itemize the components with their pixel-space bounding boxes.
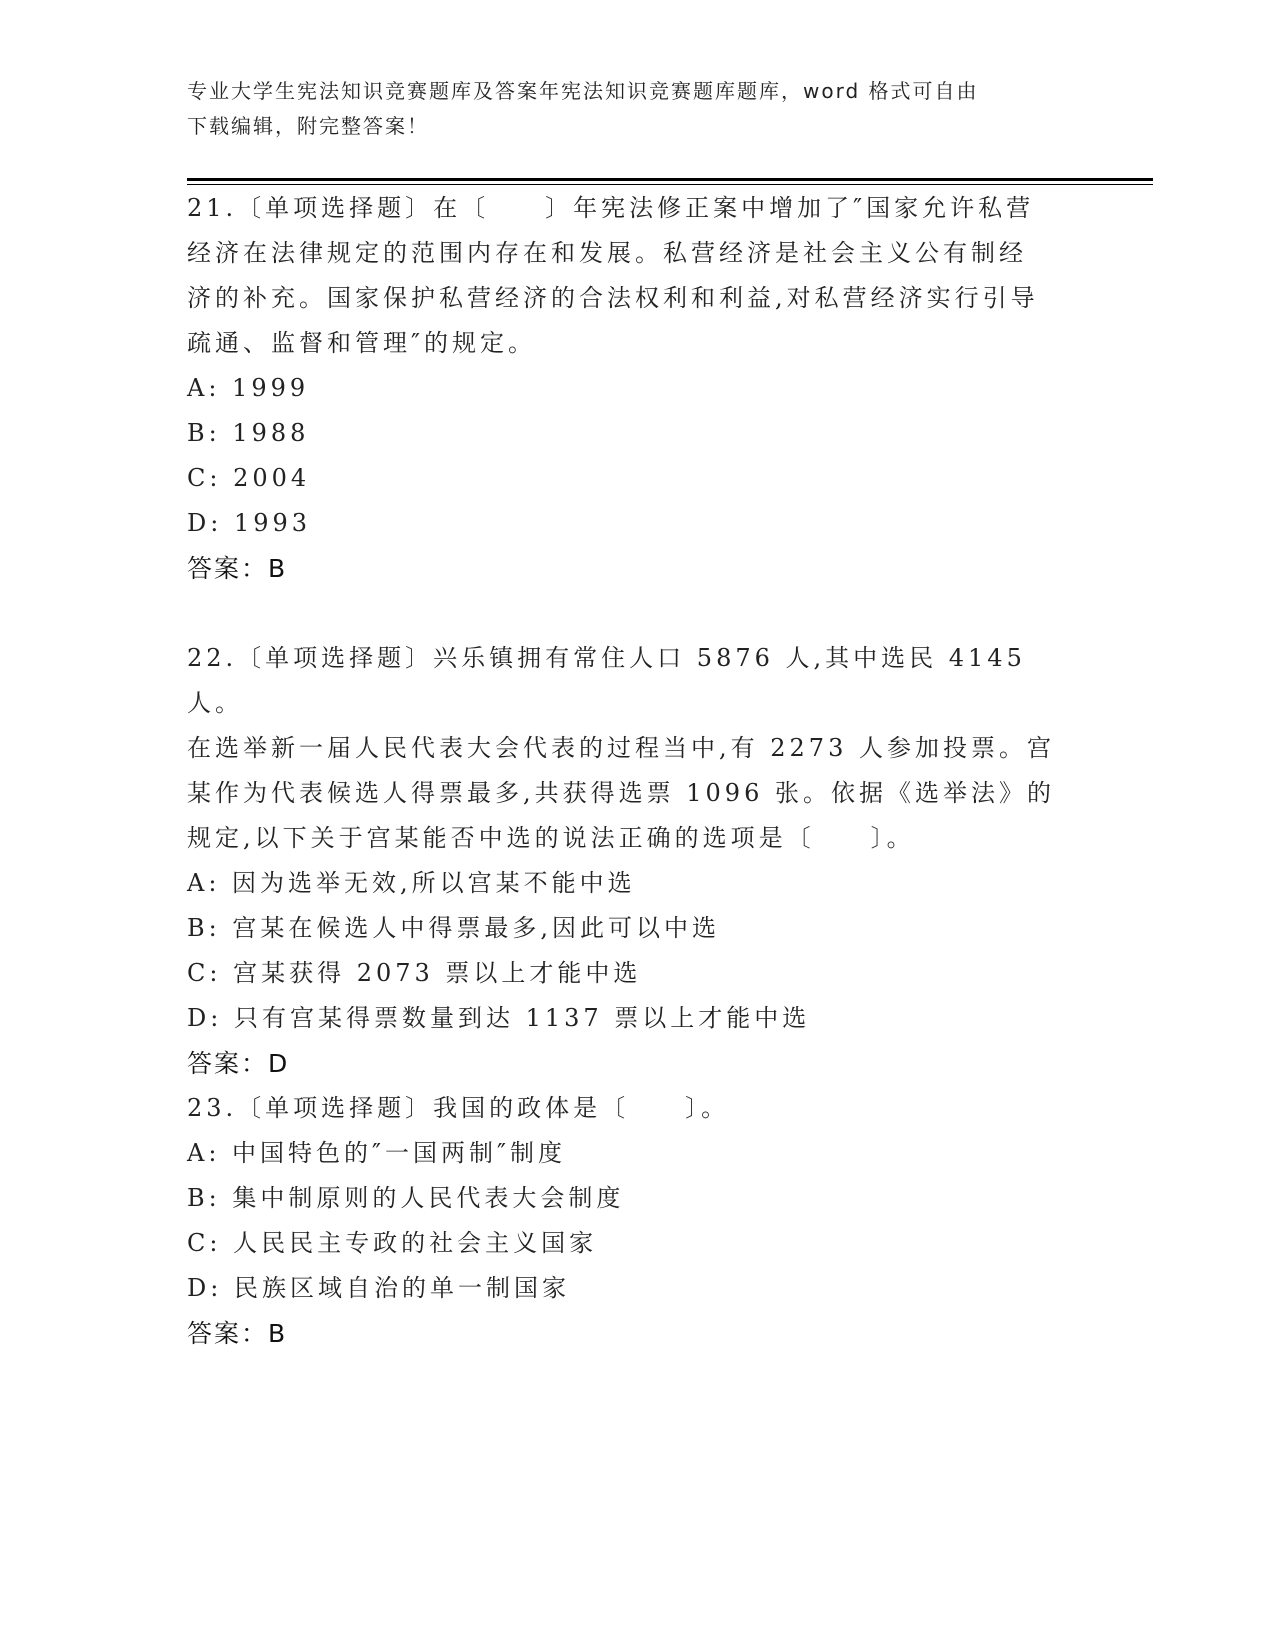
option-b: B: 集中制原则的人民代表大会制度 [187, 1184, 625, 1212]
question-line: 规定,以下关于宫某能否中选的说法正确的选项是〔 〕。 [187, 824, 915, 852]
option-c: C: 2004 [187, 464, 311, 492]
option-a: A: 1999 [187, 374, 310, 402]
option-a: A: 中国特色的″一国两制″制度 [187, 1139, 566, 1167]
option-d: D: 民族区域自治的单一制国家 [187, 1274, 570, 1302]
option-d: D: 只有宫某得票数量到达 1137 票以上才能中选 [187, 1004, 811, 1032]
option-c: C: 人民民主专政的社会主义国家 [187, 1229, 598, 1257]
header-divider-thick [187, 178, 1153, 181]
header-line-2: 下载编辑，附完整答案！ [187, 114, 429, 138]
question-line: 在选举新一届人民代表大会代表的过程当中,有 2273 人参加投票。宫 [187, 734, 1055, 762]
question-22 [187, 636, 1087, 1086]
option-b: B: 宫某在候选人中得票最多,因此可以中选 [187, 914, 720, 942]
document-header [187, 74, 1067, 144]
question-line: 疏通、监督和管理″的规定。 [187, 329, 536, 357]
header-line-1: 专业大学生宪法知识竞赛题库及答案年宪法知识竞赛题库题库，word 格式可自由 [187, 79, 979, 103]
option-d: D: 1993 [187, 509, 312, 537]
answer-text: 答案：D [187, 1049, 290, 1078]
option-a: A: 因为选举无效,所以宫某不能中选 [187, 869, 636, 897]
option-list [187, 861, 1087, 1041]
question-line: 22.〔单项选择题〕兴乐镇拥有常住人口 5876 人,其中选民 4145 人。 [187, 644, 1026, 717]
option-list [187, 366, 1087, 546]
question-stem [187, 1086, 1087, 1131]
option-list [187, 1131, 1087, 1311]
question-stem [187, 636, 1087, 861]
option-b: B: 1988 [187, 419, 310, 447]
question-line: 21.〔单项选择题〕在〔 〕年宪法修正案中增加了″国家允许私营 [187, 194, 1035, 222]
answer-text: 答案：B [187, 554, 288, 583]
header-divider-thin [187, 184, 1153, 185]
question-line: 经济在法律规定的范围内存在和发展。私营经济是社会主义公有制经 [187, 239, 1027, 267]
question-23 [187, 1086, 1087, 1356]
question-21 [187, 186, 1087, 591]
question-line: 某作为代表候选人得票最多,共获得选票 1096 张。依据《选举法》的 [187, 779, 1055, 807]
question-stem [187, 186, 1087, 366]
question-line: 济的补充。国家保护私营经济的合法权利和利益,对私营经济实行引导 [187, 284, 1039, 312]
answer-text: 答案：B [187, 1319, 288, 1348]
question-line: 23.〔单项选择题〕我国的政体是〔 〕。 [187, 1094, 730, 1122]
option-c: C: 宫某获得 2073 票以上才能中选 [187, 959, 642, 987]
